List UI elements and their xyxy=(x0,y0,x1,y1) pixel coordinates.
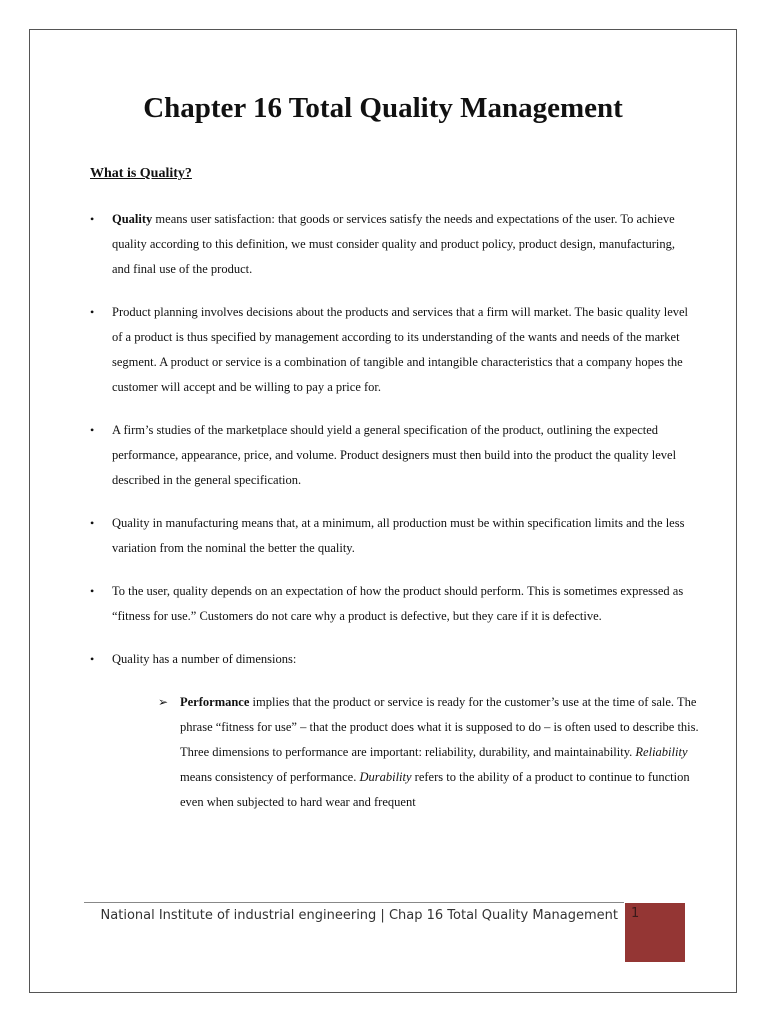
sub-bullet-text: refers to the ability of a product to continue to function even when subjected to hard wear and frequent xyxy=(180,770,690,809)
sub-bullet-text: means consistency of performance. xyxy=(180,770,360,784)
bullet-bold-term: Quality xyxy=(112,212,153,226)
bullet-item xyxy=(90,418,690,493)
bullet-item xyxy=(90,300,690,400)
bullet-icon: • xyxy=(90,516,95,530)
sub-bullet-text: implies that the product or service is ready for the customer’s use at the time of sale. The phrase “fitness for use” – that the product does what it is supposed to do – is often used to describe this. Three dimensions to performance are important: reliability, durability, and maintainability. xyxy=(180,695,699,759)
page-title: Chapter 16 Total Quality Management xyxy=(143,92,623,124)
page-number: 1 xyxy=(631,906,640,921)
sub-bullet-italic-term: Reliability xyxy=(635,745,688,759)
bullet-icon: • xyxy=(90,212,95,226)
bullet-text: Quality in manufacturing means that, at a minimum, all production must be within specification limits and the less variation from the nominal the better the quality. xyxy=(112,516,685,555)
page-number-box xyxy=(625,903,685,962)
bullet-icon: • xyxy=(90,652,95,666)
bullet-item xyxy=(90,511,690,561)
bullet-item xyxy=(90,579,690,629)
bullet-text: Product planning involves decisions about the products and services that a firm will market. The basic quality level of a product is thus specified by management according to its understanding of the wants and needs of the market segment. A product or service is a combination of tangible and intangible characteristics that a company hopes the customer will accept and be willing to pay a price for. xyxy=(112,305,689,394)
bullet-text: means user satisfaction: that goods or services satisfy the needs and expectations of the user. To achieve quality according to this definition, we must consider quality and product policy, product design, manufacturing, and final use of the product. xyxy=(112,212,675,276)
sub-bullet-bold-term: Performance xyxy=(180,695,250,709)
sub-bullet-item xyxy=(158,690,712,815)
bullet-item xyxy=(90,207,690,282)
bullet-icon: • xyxy=(90,305,95,319)
bullet-text: A firm’s studies of the marketplace should yield a general specification of the product, outlining the expected performance, appearance, price, and volume. Product designers must then build into the product the quality level described in the general specification. xyxy=(112,423,677,487)
section-heading: What is Quality? xyxy=(90,166,192,181)
arrow-bullet-icon: ➢ xyxy=(158,695,169,709)
bullet-item xyxy=(90,647,699,815)
footer-text: National Institute of industrial engineering | Chap 16 Total Quality Management xyxy=(100,908,618,923)
bullet-icon: • xyxy=(90,423,95,437)
footer-rule xyxy=(84,902,624,903)
sub-bullet-italic-term: Durability xyxy=(359,770,412,784)
document-body xyxy=(90,207,699,833)
bullet-icon: • xyxy=(90,584,95,598)
bullet-text: To the user, quality depends on an expectation of how the product should perform. This is sometimes expressed as “fitness for use.” Customers do not care why a product is defective, but they care if it is defective. xyxy=(112,584,684,623)
bullet-text: Quality has a number of dimensions: xyxy=(112,652,297,666)
